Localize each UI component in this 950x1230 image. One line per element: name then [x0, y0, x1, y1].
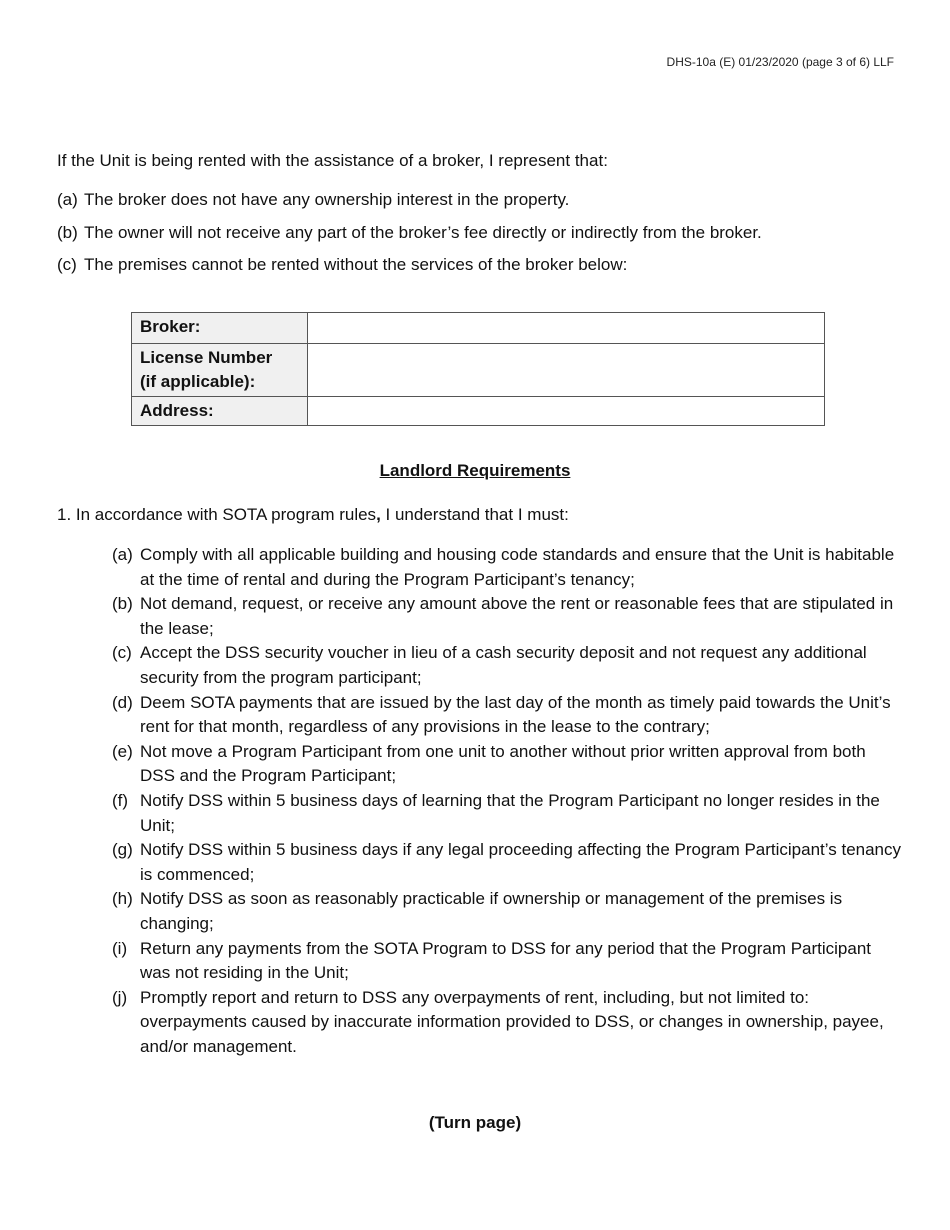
landlord-intro [57, 505, 569, 525]
item-label: (c) [112, 643, 132, 663]
item-label: (e) [112, 741, 133, 761]
item-label: (h) [112, 889, 133, 909]
item-label: (g) [112, 840, 133, 860]
list-item [112, 887, 902, 936]
broker-info-table [131, 312, 825, 426]
table-row [132, 313, 825, 344]
item-text: Not demand, request, or receive any amount above the rent or reasonable fees that are stipulated in the lease; [140, 594, 894, 638]
landlord-requirements-list [112, 543, 902, 1059]
list-item [112, 986, 902, 1060]
address-field[interactable] [308, 397, 825, 426]
item-text: The broker does not have any ownership interest in the property. [84, 190, 570, 209]
item-text: Comply with all applicable building and housing code standards and ensure that the Unit is habitable at the time of rental and during the Program Participant’s tenancy; [140, 545, 895, 589]
license-number-field[interactable] [308, 344, 825, 397]
broker-field[interactable] [308, 313, 825, 344]
list-item [112, 838, 902, 887]
list-item [112, 789, 902, 838]
item-label: (c) [57, 255, 77, 274]
list-item [57, 255, 762, 288]
item-text: Notify DSS within 5 business days if any legal proceeding affecting the Program Participant’s tenancy is commenced; [140, 840, 902, 884]
item-text: The owner will not receive any part of the broker’s fee directly or indirectly from the broker. [84, 222, 762, 242]
turn-page-note: (Turn page) [428, 1113, 522, 1132]
list-item [112, 641, 902, 690]
license-number-label [132, 344, 308, 397]
item-text: Not move a Program Participant from one unit to another without prior written approval from both DSS and the Program Participant; [140, 741, 866, 786]
item-label: (a) [57, 190, 78, 209]
list-item [112, 592, 902, 641]
license-label-line2: (if applicable): [140, 372, 256, 391]
item-text: Promptly report and return to DSS any overpayments of rent, including, but not limited to: overpayments caused by inaccurate information provided to DSS, or changes in ownership, payee, and/or management. [140, 987, 884, 1056]
item-label: (f) [112, 790, 129, 810]
intro-prefix: 1. In accordance with SOTA program rules [57, 505, 377, 524]
table-row [132, 397, 825, 426]
item-text: Deem SOTA payments that are issued by the last day of the month as timely paid towards the Unit’s rent for that month, regardless of any provisions in the lease to the contrary; [140, 692, 891, 737]
item-label: (a) [112, 545, 133, 564]
intro-suffix: I understand that I must: [380, 505, 569, 524]
list-item [112, 740, 902, 789]
address-label: Address: [132, 397, 308, 426]
item-label: (d) [112, 692, 133, 712]
item-label: (b) [57, 222, 78, 242]
list-item [57, 190, 762, 223]
intro-comma: , [376, 505, 381, 524]
item-text: Return any payments from the SOTA Program to DSS for any period that the Program Participant was not residing in the Unit; [140, 938, 872, 983]
form-code: DHS-10a (E) 01/23/2020 (page 3 of 6) LLF [666, 55, 894, 69]
list-item [112, 691, 902, 740]
item-text: The premises cannot be rented without the services of the broker below: [84, 255, 628, 274]
broker-label: Broker: [132, 313, 308, 344]
landlord-requirements-title: Landlord Requirements [379, 461, 571, 480]
item-text: Notify DSS as soon as reasonably practicable if ownership or management of the premises is changing; [140, 889, 843, 933]
list-item [112, 937, 902, 986]
list-item [57, 223, 762, 256]
broker-intro: If the Unit is being rented with the assistance of a broker, I represent that: [57, 151, 608, 170]
broker-representations [57, 190, 762, 288]
item-label: (b) [112, 594, 133, 614]
list-item [112, 543, 902, 592]
item-label: (i) [112, 938, 128, 958]
table-row [132, 344, 825, 397]
license-label-line1: License Number [140, 348, 273, 367]
item-text: Notify DSS within 5 business days of learning that the Program Participant no longer resides in the Unit; [140, 790, 880, 835]
item-text: Accept the DSS security voucher in lieu of a cash security deposit and not request any additional security from the program participant; [140, 643, 867, 687]
item-label: (j) [112, 987, 128, 1007]
